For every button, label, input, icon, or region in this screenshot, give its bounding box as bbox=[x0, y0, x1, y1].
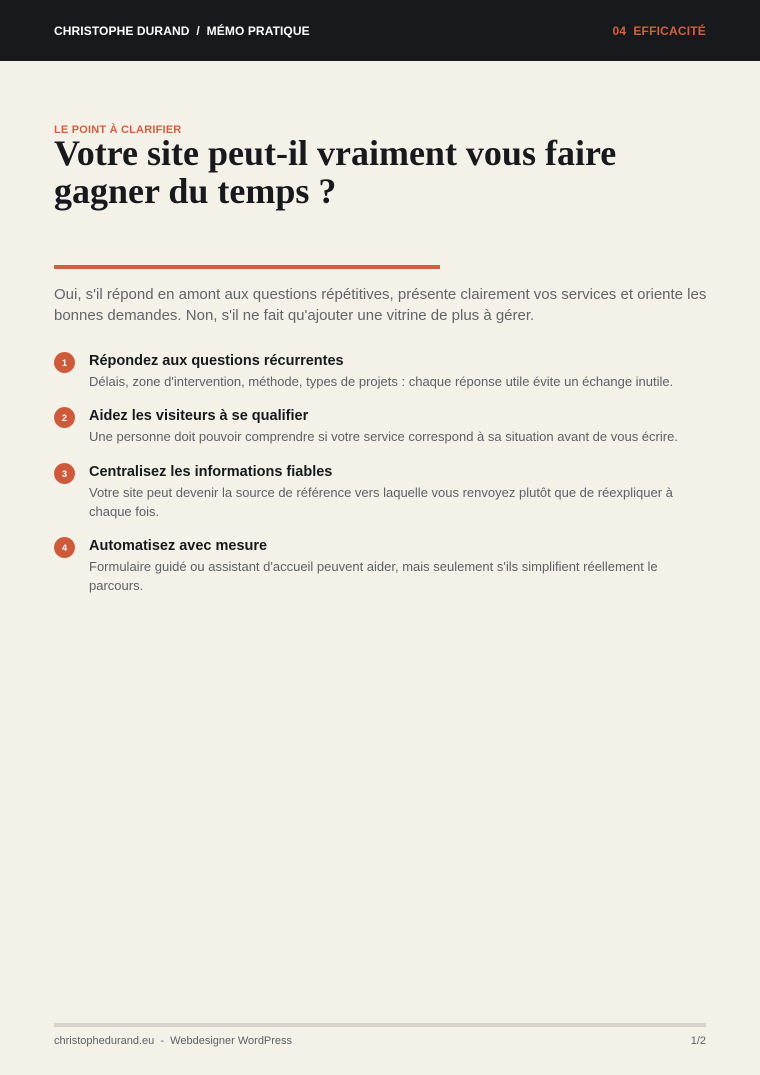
list-item bbox=[54, 406, 704, 462]
header-section-label: 04 EFFICACITÉ bbox=[612, 23, 706, 38]
intro-paragraph: Oui, s'il répond en amont aux questions répétitives, présente clairement vos services et oriente les bonnes demandes. Non, s'il ne fait qu'ajouter une vitrine de plus à gérer. bbox=[54, 286, 707, 324]
number-badge: 2 bbox=[54, 407, 75, 428]
number-badge: 3 bbox=[54, 463, 75, 484]
number-badge: 4 bbox=[54, 537, 75, 558]
item-title: Automatisez avec mesure bbox=[89, 538, 268, 554]
list-item bbox=[54, 536, 704, 595]
top-bar bbox=[0, 0, 760, 61]
footer-site-label: christophedurand.eu - Webdesigner WordPress bbox=[54, 1035, 293, 1047]
item-description: Délais, zone d'intervention, méthode, types de projets : chaque réponse utile évite un échange inutile. bbox=[89, 374, 674, 389]
item-description: Une personne doit pouvoir comprendre si votre service correspond à sa situation avant de vous écrire. bbox=[89, 429, 678, 444]
header-author-label: CHRISTOPHE DURAND / MÉMO PRATIQUE bbox=[54, 23, 310, 38]
item-description: Votre site peut devenir la source de référence vers laquelle vous renvoyez plutôt que de réexpliquer à chaque fois. bbox=[89, 485, 673, 519]
list-item bbox=[54, 351, 704, 406]
page-number: 1/2 bbox=[690, 1035, 706, 1047]
section-kicker: LE POINT À CLARIFIER bbox=[54, 124, 182, 136]
number-badge: 1 bbox=[54, 352, 75, 373]
page-title: Votre site peut-il vraiment vous faire gagner du temps ? bbox=[54, 133, 617, 211]
accent-divider bbox=[54, 265, 440, 269]
tips-list bbox=[54, 351, 704, 595]
item-title: Aidez les visiteurs à se qualifier bbox=[89, 408, 309, 424]
list-item bbox=[54, 462, 704, 536]
item-description: Formulaire guidé ou assistant d'accueil peuvent aider, mais seulement s'ils simplifient réellement le parcours. bbox=[89, 559, 658, 593]
item-title: Répondez aux questions récurrentes bbox=[89, 353, 344, 369]
item-title: Centralisez les informations fiables bbox=[89, 464, 333, 480]
footer-divider bbox=[54, 1023, 706, 1027]
